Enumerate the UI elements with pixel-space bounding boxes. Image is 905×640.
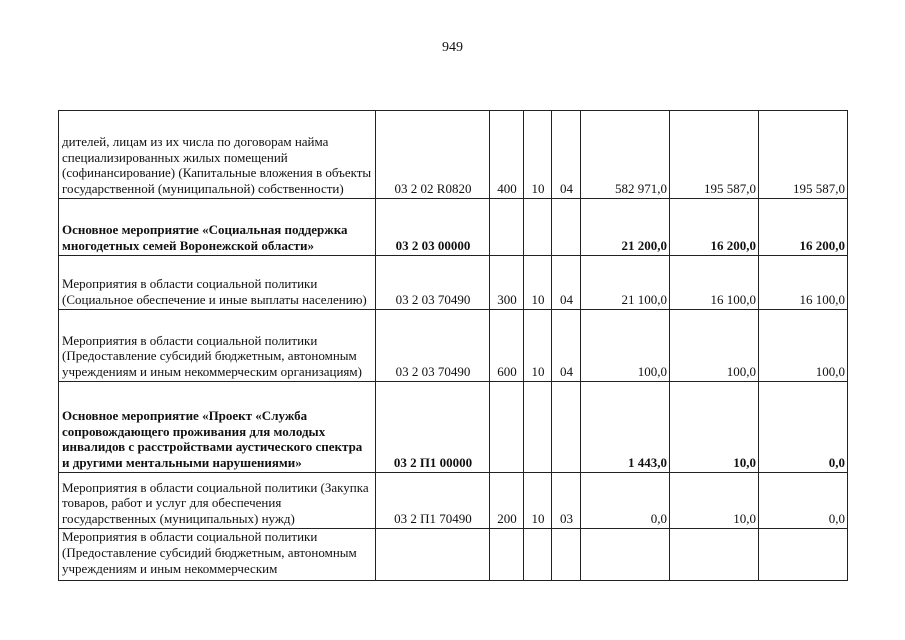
row-pr-code	[552, 199, 581, 256]
row-name: дителей, лицам из их числа по договорам найма специализированных жилых помещений (софинансирование) (Капитальные вложения в объекты государственной (муниципальной) собственности)	[59, 111, 376, 199]
row-value-3	[759, 529, 848, 581]
row-value-1: 21 100,0	[581, 256, 670, 310]
table-row	[59, 199, 848, 256]
table-row	[59, 256, 848, 310]
page-number: 949	[442, 40, 463, 55]
row-vr-code	[490, 382, 524, 473]
row-pr-code: 04	[552, 111, 581, 199]
row-vr-code: 400	[490, 111, 524, 199]
row-csr-code: 03 2 03 70490	[376, 256, 490, 310]
row-value-3: 16 200,0	[759, 199, 848, 256]
row-csr-code: 03 2 П1 70490	[376, 473, 490, 529]
budget-table	[58, 110, 848, 581]
row-value-2: 195 587,0	[670, 111, 759, 199]
row-name: Основное мероприятие «Проект «Служба сопровождающего проживания для молодых инвалидов с расстройствами аустического спектра и другими ментальными нарушениями»	[59, 382, 376, 473]
row-rz-code: 10	[524, 473, 552, 529]
table-row	[59, 310, 848, 382]
row-value-1: 100,0	[581, 310, 670, 382]
row-value-3: 100,0	[759, 310, 848, 382]
table-row	[59, 473, 848, 529]
row-rz-code	[524, 529, 552, 581]
row-value-2: 10,0	[670, 473, 759, 529]
table-row	[59, 529, 848, 581]
table-row	[59, 111, 848, 199]
row-vr-code	[490, 199, 524, 256]
row-value-3: 0,0	[759, 473, 848, 529]
row-value-3: 0,0	[759, 382, 848, 473]
row-value-3: 195 587,0	[759, 111, 848, 199]
row-value-1: 582 971,0	[581, 111, 670, 199]
row-value-2	[670, 529, 759, 581]
row-value-2: 100,0	[670, 310, 759, 382]
row-csr-code: 03 2 03 00000	[376, 199, 490, 256]
row-rz-code	[524, 199, 552, 256]
row-value-2: 10,0	[670, 382, 759, 473]
row-rz-code: 10	[524, 111, 552, 199]
row-value-2: 16 100,0	[670, 256, 759, 310]
row-value-1: 0,0	[581, 473, 670, 529]
row-value-1: 21 200,0	[581, 199, 670, 256]
row-value-1	[581, 529, 670, 581]
row-rz-code: 10	[524, 310, 552, 382]
row-value-2: 16 200,0	[670, 199, 759, 256]
row-pr-code	[552, 382, 581, 473]
row-rz-code: 10	[524, 256, 552, 310]
row-pr-code: 03	[552, 473, 581, 529]
row-pr-code	[552, 529, 581, 581]
row-vr-code: 600	[490, 310, 524, 382]
row-name: Мероприятия в области социальной политики (Предоставление субсидий бюджетным, автономным учреждениям и иным некоммерческим организациям)	[59, 310, 376, 382]
row-vr-code: 300	[490, 256, 524, 310]
row-vr-code	[490, 529, 524, 581]
row-value-1: 1 443,0	[581, 382, 670, 473]
row-vr-code: 200	[490, 473, 524, 529]
row-name: Мероприятия в области социальной политики (Закупка товаров, работ и услуг для обеспечения государственных (муниципальных) нужд)	[59, 473, 376, 529]
row-name: Мероприятия в области социальной политики (Социальное обеспечение и иные выплаты населению)	[59, 256, 376, 310]
row-name: Основное мероприятие «Социальная поддержка многодетных семей Воронежской области»	[59, 199, 376, 256]
row-csr-code: 03 2 П1 00000	[376, 382, 490, 473]
row-csr-code: 03 2 02 R0820	[376, 111, 490, 199]
table-row	[59, 382, 848, 473]
row-rz-code	[524, 382, 552, 473]
row-csr-code: 03 2 03 70490	[376, 310, 490, 382]
row-pr-code: 04	[552, 310, 581, 382]
row-pr-code: 04	[552, 256, 581, 310]
row-name: Мероприятия в области социальной политики (Предоставление субсидий бюджетным, автономным учреждениям и иным некоммерческим	[59, 529, 376, 581]
row-csr-code	[376, 529, 490, 581]
row-value-3: 16 100,0	[759, 256, 848, 310]
